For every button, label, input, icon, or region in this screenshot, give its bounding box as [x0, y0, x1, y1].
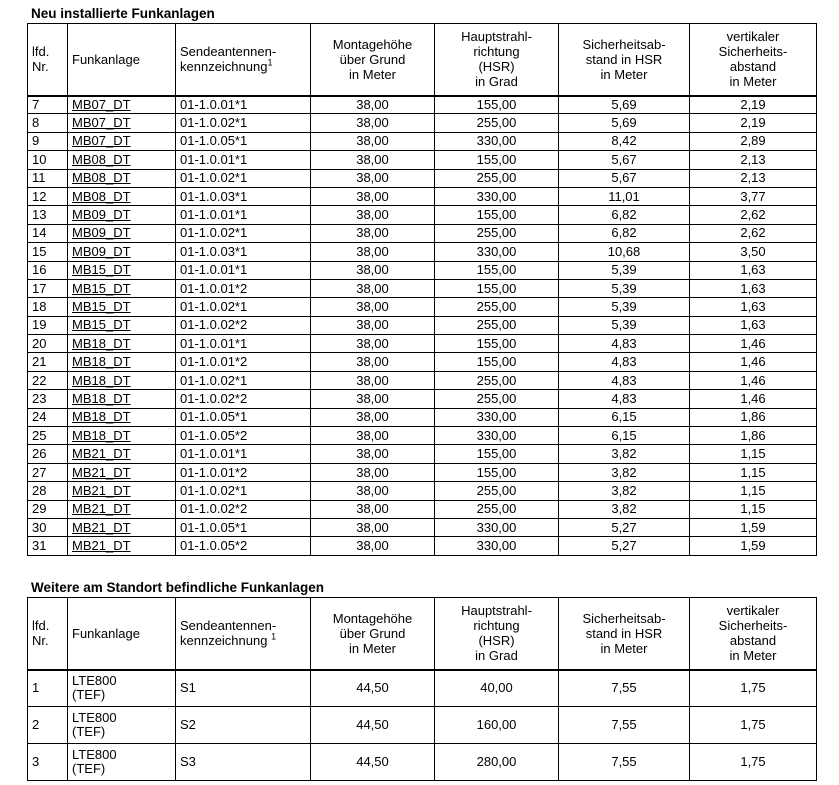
- cell-montagehoehe: 38,00: [311, 537, 435, 555]
- funkanlage-operator: (TEF): [72, 724, 106, 739]
- cell-montagehoehe: 38,00: [311, 353, 435, 371]
- cell-sicherheitsabstand: 3,82: [559, 482, 690, 500]
- cell-montagehoehe: 44,50: [311, 707, 435, 744]
- cell-hsr: 330,00: [435, 132, 559, 150]
- cell-kennzeichnung: 01-1.0.01*1: [176, 335, 311, 353]
- cell-lfd-nr: 13: [28, 206, 68, 224]
- header-text: Sicherheitsab-: [582, 610, 666, 626]
- header-text: (HSR): [478, 59, 515, 75]
- cell-montagehoehe: 38,00: [311, 114, 435, 132]
- table-row: [28, 261, 817, 279]
- cell-montagehoehe: 38,00: [311, 96, 435, 114]
- cell-lfd-nr: 27: [28, 463, 68, 481]
- cell-lfd-nr: 28: [28, 482, 68, 500]
- cell-kennzeichnung: 01-1.0.01*1: [176, 445, 311, 463]
- header-text: vertikaler: [726, 29, 780, 45]
- table-header-row: [28, 24, 817, 96]
- cell-montagehoehe: 38,00: [311, 518, 435, 536]
- header-funkanlage: Funkanlage: [68, 24, 176, 96]
- cell-hsr: 155,00: [435, 463, 559, 481]
- cell-lfd-nr: 19: [28, 316, 68, 334]
- header-text: lfd.: [32, 44, 50, 60]
- cell-lfd-nr: 17: [28, 279, 68, 297]
- cell-kennzeichnung: 01-1.0.02*1: [176, 169, 311, 187]
- cell-sicherheitsabstand: 8,42: [559, 132, 690, 150]
- cell-vertikal: 1,15: [690, 482, 817, 500]
- cell-lfd-nr: 3: [28, 744, 68, 781]
- cell-lfd-nr: 11: [28, 169, 68, 187]
- cell-montagehoehe: 38,00: [311, 500, 435, 518]
- table-row: [28, 390, 817, 408]
- cell-montagehoehe: 38,00: [311, 151, 435, 169]
- cell-lfd-nr: 24: [28, 408, 68, 426]
- header-text: Hauptstrahl-: [461, 29, 532, 45]
- funkanlage-name: LTE800: [72, 710, 117, 725]
- cell-lfd-nr: 25: [28, 427, 68, 445]
- cell-lfd-nr: 8: [28, 114, 68, 132]
- cell-funkanlage: MB07_DT: [68, 114, 176, 132]
- cell-lfd-nr: 12: [28, 187, 68, 205]
- header-sicherheitsabstand: [559, 598, 690, 670]
- table-header-row: [28, 598, 817, 670]
- cell-sicherheitsabstand: 5,39: [559, 316, 690, 334]
- table-row: [28, 482, 817, 500]
- other-installations-body: [28, 670, 817, 781]
- cell-hsr: 155,00: [435, 353, 559, 371]
- cell-vertikal: 2,62: [690, 206, 817, 224]
- cell-kennzeichnung: 01-1.0.01*1: [176, 151, 311, 169]
- cell-montagehoehe: 38,00: [311, 261, 435, 279]
- header-montagehoehe: [311, 24, 435, 96]
- table-row: [28, 744, 817, 781]
- header-text: Montagehöhe: [332, 610, 413, 626]
- header-hauptstrahlrichtung: [435, 24, 559, 96]
- cell-funkanlage: MB09_DT: [68, 224, 176, 242]
- cell-funkanlage: MB07_DT: [68, 96, 176, 114]
- cell-kennzeichnung: 01-1.0.01*2: [176, 279, 311, 297]
- header-text: Sendeantennen-: [180, 618, 277, 634]
- cell-vertikal: 1,75: [690, 707, 817, 744]
- cell-kennzeichnung: 01-1.0.01*1: [176, 261, 311, 279]
- header-text: über Grund: [339, 625, 406, 641]
- header-montagehoehe: [311, 598, 435, 670]
- cell-sicherheitsabstand: 5,69: [559, 114, 690, 132]
- cell-vertikal: 1,46: [690, 335, 817, 353]
- header-sendeantennen-kennzeichnung: [176, 598, 311, 670]
- cell-funkanlage: MB21_DT: [68, 445, 176, 463]
- header-text: Nr.: [32, 59, 49, 75]
- header-text: vertikaler: [726, 603, 780, 619]
- cell-vertikal: 2,19: [690, 96, 817, 114]
- cell-kennzeichnung: S3: [176, 744, 311, 781]
- header-text: richtung: [473, 44, 520, 60]
- header-text: in Grad: [475, 74, 518, 90]
- cell-vertikal: 2,62: [690, 224, 817, 242]
- cell-hsr: 255,00: [435, 114, 559, 132]
- cell-kennzeichnung: 01-1.0.02*2: [176, 390, 311, 408]
- cell-funkanlage: MB18_DT: [68, 371, 176, 389]
- cell-montagehoehe: 38,00: [311, 390, 435, 408]
- cell-vertikal: 1,59: [690, 518, 817, 536]
- header-text: Hauptstrahl-: [461, 603, 532, 619]
- cell-funkanlage: MB08_DT: [68, 151, 176, 169]
- cell-sicherheitsabstand: 4,83: [559, 390, 690, 408]
- cell-sicherheitsabstand: 5,39: [559, 261, 690, 279]
- cell-hsr: 330,00: [435, 427, 559, 445]
- cell-vertikal: 2,13: [690, 151, 817, 169]
- cell-funkanlage: MB21_DT: [68, 537, 176, 555]
- header-text: kennzeichnung: [180, 633, 268, 649]
- header-text: Nr.: [32, 633, 49, 649]
- cell-funkanlage: MB07_DT: [68, 132, 176, 150]
- table-row: [28, 463, 817, 481]
- cell-hsr: 255,00: [435, 224, 559, 242]
- cell-kennzeichnung: 01-1.0.03*1: [176, 243, 311, 261]
- cell-kennzeichnung: 01-1.0.05*2: [176, 427, 311, 445]
- cell-hsr: 155,00: [435, 445, 559, 463]
- cell-kennzeichnung: 01-1.0.01*1: [176, 206, 311, 224]
- table-row: [28, 96, 817, 114]
- cell-sicherheitsabstand: 3,82: [559, 445, 690, 463]
- cell-hsr: 330,00: [435, 518, 559, 536]
- table-row: [28, 408, 817, 426]
- header-text: richtung: [473, 618, 520, 634]
- header-funkanlage: Funkanlage: [68, 598, 176, 670]
- cell-vertikal: 1,63: [690, 261, 817, 279]
- cell-lfd-nr: 20: [28, 335, 68, 353]
- cell-hsr: 255,00: [435, 500, 559, 518]
- cell-vertikal: 2,13: [690, 169, 817, 187]
- table-row: [28, 243, 817, 261]
- cell-vertikal: 1,86: [690, 408, 817, 426]
- cell-vertikal: 1,46: [690, 371, 817, 389]
- header-text: abstand: [729, 633, 777, 649]
- cell-kennzeichnung: 01-1.0.01*1: [176, 96, 311, 114]
- table-row: [28, 445, 817, 463]
- cell-sicherheitsabstand: 11,01: [559, 187, 690, 205]
- cell-hsr: 255,00: [435, 482, 559, 500]
- cell-montagehoehe: 38,00: [311, 445, 435, 463]
- cell-funkanlage: [68, 744, 176, 781]
- cell-hsr: 330,00: [435, 243, 559, 261]
- header-text: in Meter: [729, 74, 777, 90]
- table-row: [28, 670, 817, 707]
- cell-sicherheitsabstand: 5,39: [559, 279, 690, 297]
- cell-vertikal: 1,75: [690, 744, 817, 781]
- cell-kennzeichnung: S1: [176, 670, 311, 707]
- cell-montagehoehe: 38,00: [311, 463, 435, 481]
- cell-sicherheitsabstand: 7,55: [559, 744, 690, 781]
- cell-hsr: 330,00: [435, 408, 559, 426]
- cell-vertikal: 1,59: [690, 537, 817, 555]
- cell-kennzeichnung: 01-1.0.05*1: [176, 132, 311, 150]
- cell-sicherheitsabstand: 3,82: [559, 463, 690, 481]
- cell-hsr: 255,00: [435, 371, 559, 389]
- cell-funkanlage: MB09_DT: [68, 243, 176, 261]
- cell-hsr: 330,00: [435, 187, 559, 205]
- cell-kennzeichnung: 01-1.0.02*2: [176, 500, 311, 518]
- cell-vertikal: 2,89: [690, 132, 817, 150]
- header-text: über Grund: [339, 51, 406, 67]
- cell-kennzeichnung: 01-1.0.02*1: [176, 224, 311, 242]
- cell-sicherheitsabstand: 5,27: [559, 518, 690, 536]
- header-text: Sicherheits-: [718, 44, 788, 60]
- header-text: in Meter: [729, 648, 777, 664]
- cell-vertikal: 1,75: [690, 670, 817, 707]
- cell-sicherheitsabstand: 6,15: [559, 408, 690, 426]
- cell-vertikal: 1,46: [690, 390, 817, 408]
- cell-hsr: 155,00: [435, 206, 559, 224]
- footnote-marker: 1: [267, 57, 273, 68]
- table-row: [28, 206, 817, 224]
- cell-lfd-nr: 1: [28, 670, 68, 707]
- cell-vertikal: 1,63: [690, 279, 817, 297]
- header-vertikaler-sicherheitsabstand: [690, 598, 817, 670]
- new-installations-table: [27, 23, 817, 556]
- cell-sicherheitsabstand: 5,67: [559, 169, 690, 187]
- cell-lfd-nr: 29: [28, 500, 68, 518]
- cell-hsr: 155,00: [435, 261, 559, 279]
- cell-lfd-nr: 7: [28, 96, 68, 114]
- cell-kennzeichnung: 01-1.0.05*1: [176, 518, 311, 536]
- cell-hsr: 255,00: [435, 169, 559, 187]
- cell-montagehoehe: 38,00: [311, 427, 435, 445]
- table-row: [28, 187, 817, 205]
- cell-lfd-nr: 16: [28, 261, 68, 279]
- table-row: [28, 518, 817, 536]
- cell-montagehoehe: 38,00: [311, 316, 435, 334]
- cell-vertikal: 3,77: [690, 187, 817, 205]
- cell-montagehoehe: 38,00: [311, 335, 435, 353]
- cell-montagehoehe: 38,00: [311, 169, 435, 187]
- cell-vertikal: 1,46: [690, 353, 817, 371]
- table-row: [28, 132, 817, 150]
- cell-funkanlage: MB18_DT: [68, 390, 176, 408]
- section-title-other-installations: Weitere am Standort befindliche Funkanlagen: [31, 580, 325, 595]
- new-installations-body: [28, 96, 817, 556]
- table-row: [28, 427, 817, 445]
- cell-funkanlage: MB21_DT: [68, 463, 176, 481]
- cell-sicherheitsabstand: 5,69: [559, 96, 690, 114]
- cell-sicherheitsabstand: 6,82: [559, 206, 690, 224]
- header-hauptstrahlrichtung: [435, 598, 559, 670]
- cell-sicherheitsabstand: 6,15: [559, 427, 690, 445]
- cell-sicherheitsabstand: 4,83: [559, 371, 690, 389]
- cell-montagehoehe: 38,00: [311, 279, 435, 297]
- cell-kennzeichnung: 01-1.0.03*1: [176, 187, 311, 205]
- cell-vertikal: 2,19: [690, 114, 817, 132]
- cell-funkanlage: MB18_DT: [68, 353, 176, 371]
- cell-hsr: 255,00: [435, 316, 559, 334]
- cell-hsr: 40,00: [435, 670, 559, 707]
- cell-funkanlage: MB15_DT: [68, 316, 176, 334]
- cell-funkanlage: MB18_DT: [68, 427, 176, 445]
- cell-sicherheitsabstand: 4,83: [559, 335, 690, 353]
- cell-funkanlage: [68, 670, 176, 707]
- cell-sicherheitsabstand: 5,67: [559, 151, 690, 169]
- section-title-new-installations: Neu installierte Funkanlagen: [31, 6, 215, 21]
- table-row: [28, 500, 817, 518]
- cell-lfd-nr: 14: [28, 224, 68, 242]
- header-text: Montagehöhe: [332, 36, 413, 52]
- cell-lfd-nr: 30: [28, 518, 68, 536]
- cell-funkanlage: MB09_DT: [68, 206, 176, 224]
- cell-lfd-nr: 10: [28, 151, 68, 169]
- table-row: [28, 224, 817, 242]
- cell-hsr: 255,00: [435, 298, 559, 316]
- cell-kennzeichnung: 01-1.0.02*1: [176, 482, 311, 500]
- header-lfd-nr: [28, 24, 68, 96]
- table-row: [28, 353, 817, 371]
- cell-vertikal: 3,50: [690, 243, 817, 261]
- cell-kennzeichnung: 01-1.0.05*1: [176, 408, 311, 426]
- cell-sicherheitsabstand: 6,82: [559, 224, 690, 242]
- header-text: Sendeantennen-: [180, 44, 277, 60]
- cell-vertikal: 1,15: [690, 500, 817, 518]
- cell-kennzeichnung: 01-1.0.01*2: [176, 463, 311, 481]
- table-row: [28, 279, 817, 297]
- header-text: in Meter: [600, 66, 648, 82]
- cell-lfd-nr: 26: [28, 445, 68, 463]
- header-sicherheitsabstand: [559, 24, 690, 96]
- cell-funkanlage: MB15_DT: [68, 279, 176, 297]
- table-row: [28, 707, 817, 744]
- table-row: [28, 151, 817, 169]
- cell-funkanlage: MB18_DT: [68, 408, 176, 426]
- cell-lfd-nr: 21: [28, 353, 68, 371]
- table-row: [28, 537, 817, 555]
- header-lfd-nr: [28, 598, 68, 670]
- cell-montagehoehe: 38,00: [311, 132, 435, 150]
- funkanlage-operator: (TEF): [72, 761, 106, 776]
- cell-montagehoehe: 38,00: [311, 243, 435, 261]
- table-row: [28, 335, 817, 353]
- cell-montagehoehe: 38,00: [311, 298, 435, 316]
- cell-montagehoehe: 38,00: [311, 482, 435, 500]
- header-text: (HSR): [478, 633, 515, 649]
- cell-sicherheitsabstand: 7,55: [559, 670, 690, 707]
- cell-hsr: 155,00: [435, 96, 559, 114]
- cell-sicherheitsabstand: 7,55: [559, 707, 690, 744]
- cell-lfd-nr: 18: [28, 298, 68, 316]
- header-text: in Grad: [475, 648, 518, 664]
- cell-kennzeichnung: 01-1.0.05*2: [176, 537, 311, 555]
- cell-montagehoehe: 44,50: [311, 670, 435, 707]
- cell-kennzeichnung: S2: [176, 707, 311, 744]
- cell-kennzeichnung: 01-1.0.02*2: [176, 316, 311, 334]
- cell-hsr: 160,00: [435, 707, 559, 744]
- table-row: [28, 298, 817, 316]
- cell-lfd-nr: 2: [28, 707, 68, 744]
- table-row: [28, 169, 817, 187]
- cell-vertikal: 1,86: [690, 427, 817, 445]
- cell-sicherheitsabstand: 3,82: [559, 500, 690, 518]
- cell-lfd-nr: 31: [28, 537, 68, 555]
- header-text: in Meter: [600, 640, 648, 656]
- cell-funkanlage: MB21_DT: [68, 500, 176, 518]
- cell-kennzeichnung: 01-1.0.02*1: [176, 298, 311, 316]
- header-text: in Meter: [349, 66, 396, 82]
- cell-lfd-nr: 9: [28, 132, 68, 150]
- funkanlage-name: LTE800: [72, 747, 117, 762]
- cell-lfd-nr: 15: [28, 243, 68, 261]
- other-installations-table: [27, 597, 817, 781]
- cell-hsr: 155,00: [435, 335, 559, 353]
- header-text: abstand: [729, 59, 777, 75]
- cell-montagehoehe: 38,00: [311, 206, 435, 224]
- cell-lfd-nr: 23: [28, 390, 68, 408]
- cell-funkanlage: MB18_DT: [68, 335, 176, 353]
- cell-sicherheitsabstand: 4,83: [559, 353, 690, 371]
- cell-funkanlage: [68, 707, 176, 744]
- header-text: stand in HSR: [585, 625, 663, 641]
- table-row: [28, 316, 817, 334]
- cell-montagehoehe: 38,00: [311, 224, 435, 242]
- cell-funkanlage: MB08_DT: [68, 169, 176, 187]
- cell-vertikal: 1,15: [690, 463, 817, 481]
- cell-sicherheitsabstand: 10,68: [559, 243, 690, 261]
- header-vertikaler-sicherheitsabstand: [690, 24, 817, 96]
- cell-montagehoehe: 44,50: [311, 744, 435, 781]
- funkanlage-name: LTE800: [72, 673, 117, 689]
- cell-hsr: 280,00: [435, 744, 559, 781]
- cell-kennzeichnung: 01-1.0.02*1: [176, 114, 311, 132]
- cell-hsr: 255,00: [435, 390, 559, 408]
- cell-kennzeichnung: 01-1.0.02*1: [176, 371, 311, 389]
- footnote-marker: 1: [271, 631, 277, 642]
- cell-hsr: 155,00: [435, 279, 559, 297]
- cell-funkanlage: MB15_DT: [68, 261, 176, 279]
- header-text: stand in HSR: [585, 51, 663, 67]
- cell-kennzeichnung: 01-1.0.01*2: [176, 353, 311, 371]
- table-row: [28, 371, 817, 389]
- cell-vertikal: 1,63: [690, 316, 817, 334]
- header-text: Sicherheitsab-: [582, 36, 666, 52]
- table-row: [28, 114, 817, 132]
- cell-vertikal: 1,63: [690, 298, 817, 316]
- header-text: lfd.: [32, 618, 50, 634]
- cell-lfd-nr: 22: [28, 371, 68, 389]
- cell-funkanlage: MB15_DT: [68, 298, 176, 316]
- funkanlage-operator: (TEF): [72, 687, 106, 703]
- cell-montagehoehe: 38,00: [311, 371, 435, 389]
- cell-funkanlage: MB21_DT: [68, 482, 176, 500]
- cell-sicherheitsabstand: 5,27: [559, 537, 690, 555]
- header-text: in Meter: [349, 640, 396, 656]
- cell-sicherheitsabstand: 5,39: [559, 298, 690, 316]
- cell-montagehoehe: 38,00: [311, 408, 435, 426]
- cell-hsr: 155,00: [435, 151, 559, 169]
- cell-funkanlage: MB08_DT: [68, 187, 176, 205]
- header-sendeantennen-kennzeichnung: [176, 24, 311, 96]
- header-text: kennzeichnung: [180, 59, 268, 75]
- cell-funkanlage: MB21_DT: [68, 518, 176, 536]
- cell-vertikal: 1,15: [690, 445, 817, 463]
- header-text: Sicherheits-: [718, 618, 788, 634]
- cell-hsr: 330,00: [435, 537, 559, 555]
- cell-montagehoehe: 38,00: [311, 187, 435, 205]
